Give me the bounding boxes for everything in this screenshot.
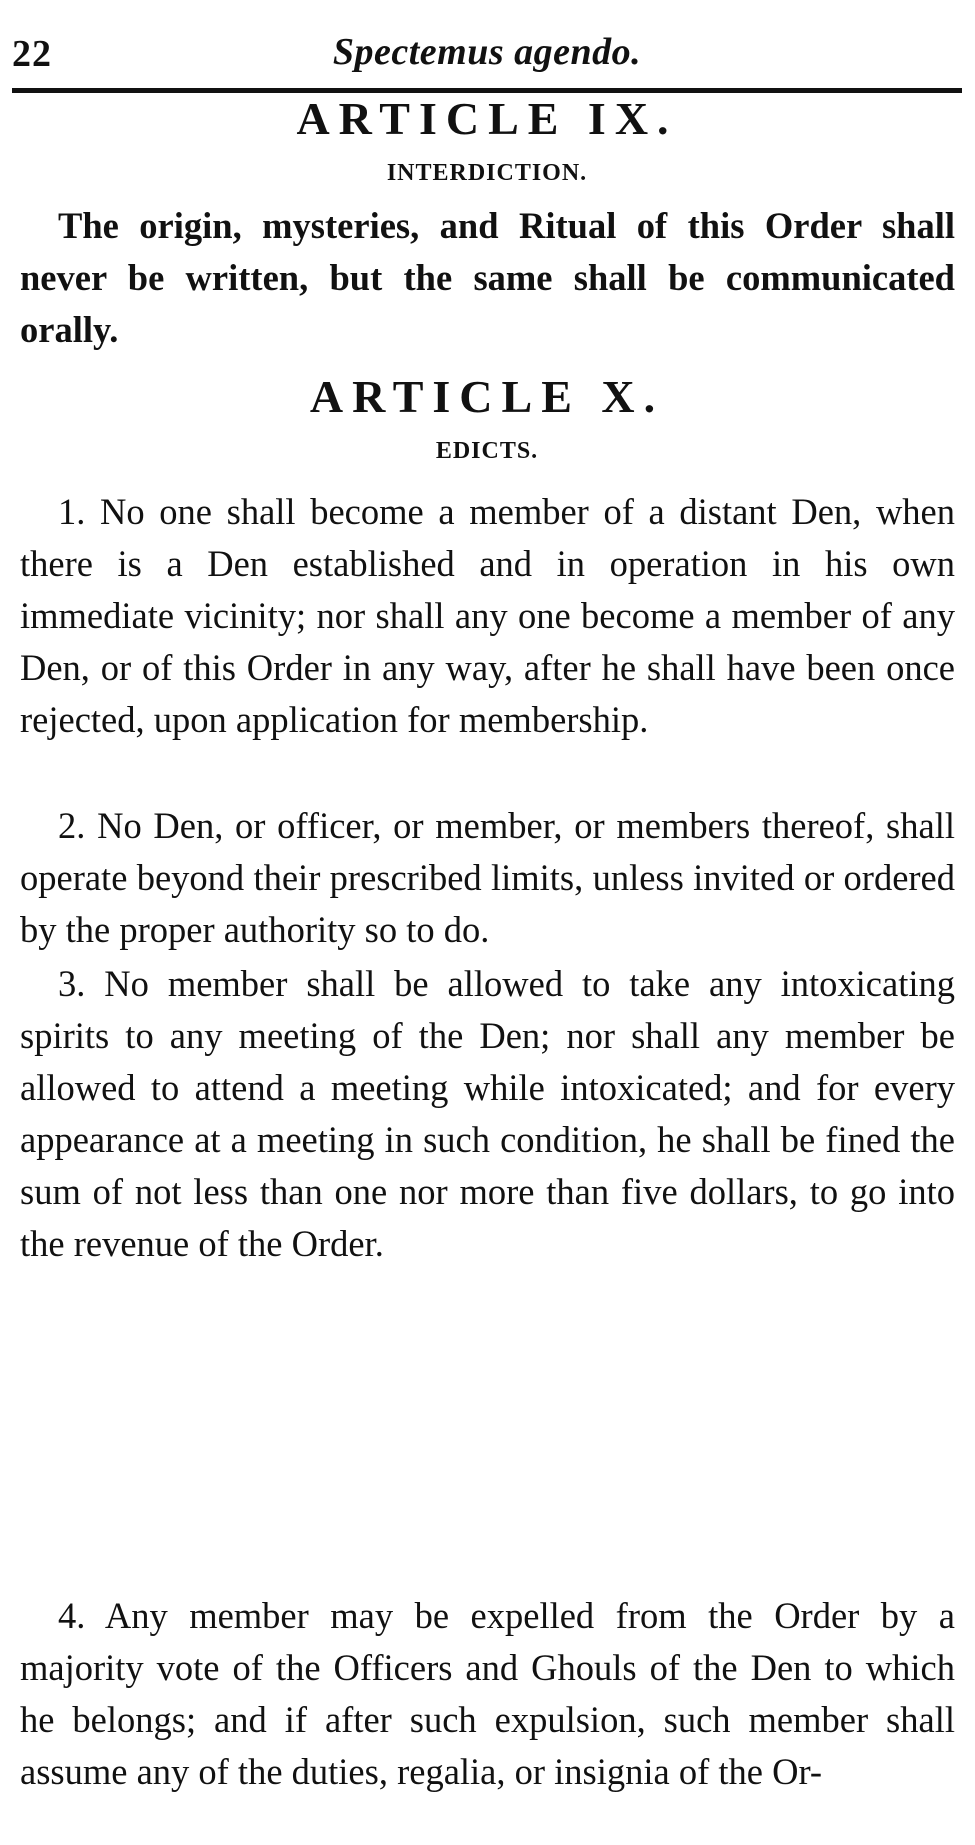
edict-paragraph-2: 2. No Den, or officer, or member, or members thereof, shall operate beyond their prescribed limits, unless invited or ordered by the proper authority so to do. <box>20 805 955 950</box>
book-page <box>12 0 962 1845</box>
page-number: 22 <box>12 33 52 75</box>
edict-paragraph-4: 4. Any member may be expelled from the Order by a majority vote of the Officers and Ghouls of the Den to which he belongs; and if after such expulsion, such member shall assume any of the duties, regalia, or insignia of the Or- <box>20 1595 955 1792</box>
article-10-subtitle: EDICTS. <box>435 438 539 464</box>
edict-paragraph-1: 1. No one shall become a member of a distant Den, when there is a Den established and in operation in his own immediate vicinity; nor shall any one become a member of any Den, or of this Order in any way, after he shall have been once rejected, upon application for membership. <box>20 491 955 740</box>
article-9-text: The origin, mysteries, and Ritual of this Order shall never be written, but the same shall be communicated orally. <box>20 205 955 350</box>
article-9-subtitle: INTERDICTION. <box>386 160 588 186</box>
edict-paragraph-3: 3. No member shall be allowed to take any intoxicating spirits to any meeting of the Den; nor shall any member be allowed to attend a meeting while intoxicated; and for every appearance at a meeting in such condition, he shall be fined the sum of not less than one nor more than five dollars, to go into the revenue of the Order. <box>20 963 955 1264</box>
article-9-title: ARTICLE IX. <box>296 93 678 144</box>
running-title: Spectemus agendo. <box>332 31 642 73</box>
article-10-title: ARTICLE X. <box>309 371 665 422</box>
page-header <box>12 22 962 82</box>
